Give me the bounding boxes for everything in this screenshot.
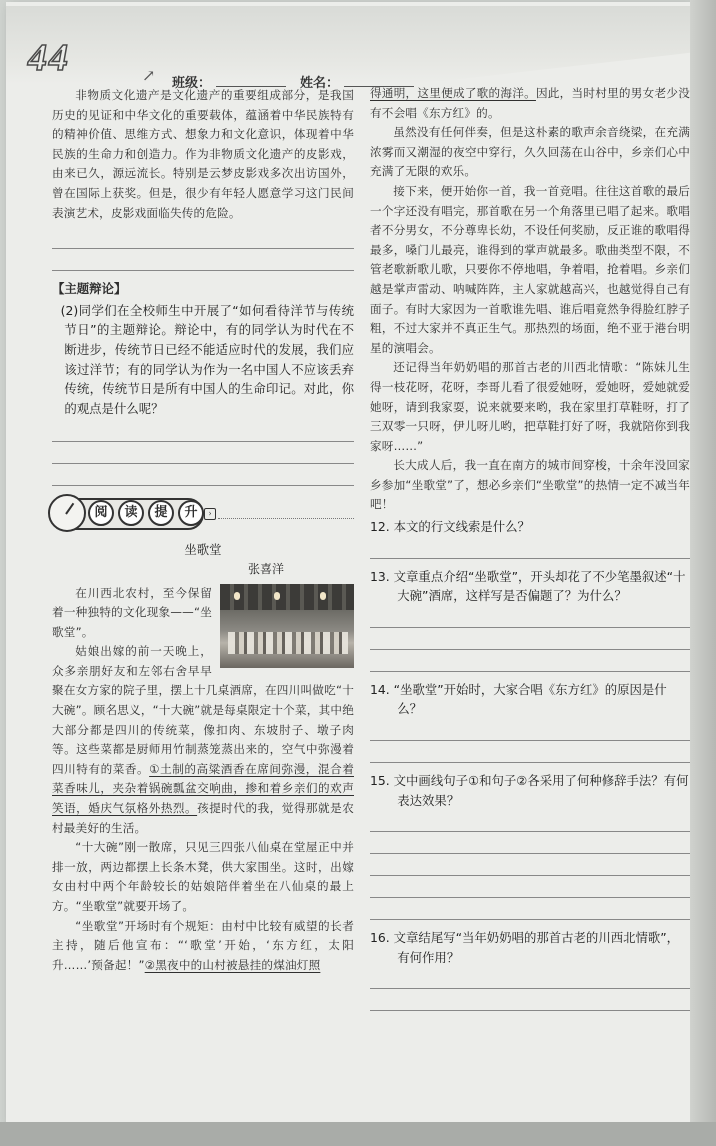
debate-heading: 【主题辩论】 (52, 281, 127, 297)
header-band (6, 6, 690, 84)
answer-line[interactable] (370, 834, 690, 854)
left-column (52, 86, 354, 975)
underlined-sentence-2-end: 得通明，这里便成了歌的海洋。 (370, 86, 536, 100)
answer-line[interactable] (370, 721, 690, 741)
name-label: 姓名： (300, 76, 340, 91)
essay-para-4 (52, 917, 354, 976)
essay-para-1: 在川西北农村，至今保留着一种独特的文化现象——“坐歌堂”。 (52, 585, 212, 639)
essay-para-2 (52, 642, 354, 838)
answer-line[interactable] (370, 630, 690, 650)
essay-para-6: 接下来，便开始你一首，我一首竞唱。往往这首歌的最后一个字还没有唱完，那首歌在另一个角落里已唱了起来。歌唱者不分男女，不分尊卑长幼，不设任何奖励，反正谁的歌唱得最多，嗓门儿最亮，谁得到的掌声就最多。歌曲类型不限，不管老歌新歌儿歌，只要你不停地唱，争着唱，抢着唱。乡亲们越是掌声雷动、呐喊阵阵，主人家就越高兴，也越觉得自己有面子。有时大家因为一首歌谁先唱、谁后唱竟然争得脸红脖子粗，不过大家并不真正生气。那热烈的场面，绝不亚于港台明星的演唱会。 (370, 183, 690, 355)
bottom-shadow (0, 1122, 716, 1146)
answer-line[interactable] (370, 900, 690, 920)
essay-para-5: 虽然没有任何伴奏，但是这朴素的歌声余音绕梁，在充满浓雾而又潮湿的夜空中穿行，久久回荡在山谷中，乡亲们心中充满了无限的欢乐。 (370, 125, 690, 179)
banner-char: 阅 (88, 500, 114, 526)
page-edge-shadow (690, 0, 716, 1146)
essay-author: 张喜洋 (247, 561, 284, 576)
continuation-text: 因此，当时村里的男女老少没有不会唱《东方红》的。 (370, 86, 690, 120)
question-14: 14. “坐歌堂”开始时，大家合唱《东方红》的原因是什么？ (370, 681, 667, 717)
essay-para-8: 长大成人后，我一直在南方的城市间穿梭，十余年没回家乡参加“坐歌堂”了，想必乡亲们“坐歌堂”的热情一定不减当年吧！ (370, 458, 690, 512)
answer-line[interactable] (370, 969, 690, 989)
answer-line[interactable] (370, 991, 690, 1011)
chevron-icon: › (204, 508, 216, 520)
answer-line[interactable] (52, 466, 354, 486)
answer-line[interactable] (52, 251, 354, 271)
banner-char: 提 (148, 500, 174, 526)
reading-banner (52, 496, 354, 534)
answer-line[interactable] (370, 608, 690, 628)
answer-line[interactable] (370, 812, 690, 832)
question-13: 13. 文章重点介绍“坐歌堂”，开头却花了不少笔墨叙述“十大碗”酒席，这样写是否偏题了？为什么？ (370, 568, 686, 604)
answer-line[interactable] (370, 743, 690, 763)
answer-line[interactable] (52, 444, 354, 464)
arrow-icon: ↗ (142, 66, 156, 85)
banquet-photo (220, 584, 354, 668)
answer-line[interactable] (370, 856, 690, 876)
essay-continuation (370, 84, 690, 123)
right-column (370, 84, 690, 1013)
answer-line[interactable] (52, 229, 354, 249)
underlined-sentence-1: ①土制的高粱酒香在席间弥漫，混合着菜香味儿，夹杂着锅碗瓢盆交响曲，掺和着乡亲们的欢声笑语，婚庆气氛格外热烈。 (52, 761, 354, 816)
essay-para-2-end: 孩提时代的我，觉得那就是农村最美好的生活。 (52, 801, 354, 835)
answer-line[interactable] (370, 539, 690, 559)
class-label: 班级： (172, 76, 212, 91)
intro-paragraph: 非物质文化遗产是文化遗产的重要组成部分，是我国历史的见证和中华文化的重要载体，蕴涵着中华民族特有的精神价值、思维方式、想象力和文化意识，体现着中华民族的生命力和创造力。作为非物质文化遗产的皮影戏，由来已久，源远流长。特别是云梦皮影戏多次出访国外，曾在国际上获奖。但是，很少有年轻人愿意学习这门民间表演艺术，皮影戏面临失传的危险。 (52, 88, 354, 220)
essay-para-4-text: “坐歌堂”开场时有个规矩：由村中比较有威望的长者主持，随后他宣布：“‘歌堂’开始，‘东方红，太阳升……’预备起！” (52, 918, 354, 972)
essay-para-2-text: 姑娘出嫁的前一天晚上，众多亲朋好友和左邻右舍早早聚在女方家的院子里，摆上十几桌酒席，在四川叫做吃“十大碗”。顾名思义，“十大碗”就是每桌限定十个菜，其中绝大部分都是四川的传统菜，像扣肉、东坡肘子、墩子肉等。这些菜都是厨师用竹制蒸笼蒸出来的，空气中弥漫着四川特有的菜香。 (52, 644, 354, 776)
banner-char: 升 (178, 500, 204, 526)
answer-line[interactable] (52, 422, 354, 442)
essay-para-7: 还记得当年奶奶唱的那首古老的川西北情歌：“陈妹儿生得一枝花呀，花呀，李哥儿看了很爱她呀，爱她呀，爱她就爱她呀，请到我家耍，说来就要来哟，我在家里打草鞋呀，打了三双零一只呀，伊儿呀儿哟，把草鞋打好了呀，我就陪你到我家呀……” (370, 360, 690, 453)
underlined-sentence-2-start: ②黑夜中的山村被悬挂的煤油灯照 (144, 957, 321, 972)
page-number: 44 (28, 37, 70, 79)
question-16: 16. 文章结尾写“当年奶奶唱的那首古老的川西北情歌”，有何作用？ (370, 930, 680, 965)
question-12: 12. 本文的行文线索是什么？ (370, 519, 530, 535)
debate-question: (2)同学们在全校师生中开展了“如何看待洋节与传统节日”的主题辩论。辩论中，有的同学认为时代在不断进步，传统节日已经不能适应时代的发展，我们应该过洋节；有的同学认为作为一名中国人不应该丢弃传统，传统节日是所有中国人的生命印记。对此，你的观点是什么呢？ (60, 302, 354, 416)
essay-title: 坐歌堂 (184, 542, 222, 558)
question-15: 15. 文中画线句子①和句子②各采用了何种修辞手法？有何表达效果？ (370, 773, 689, 808)
banner-char: 读 (118, 500, 144, 526)
banner-title (88, 500, 204, 526)
essay-para-3: “十大碗”刚一散席，只见三四张八仙桌在堂屋正中并排一放，两边都摆上长条木凳，供大家围坐。这时，出嫁女由村中两个年龄较长的姑娘陪伴着坐在八仙桌的最上方。“坐歌堂”就要开场了。 (52, 840, 354, 913)
answer-line[interactable] (370, 878, 690, 898)
answer-line[interactable] (370, 652, 690, 672)
